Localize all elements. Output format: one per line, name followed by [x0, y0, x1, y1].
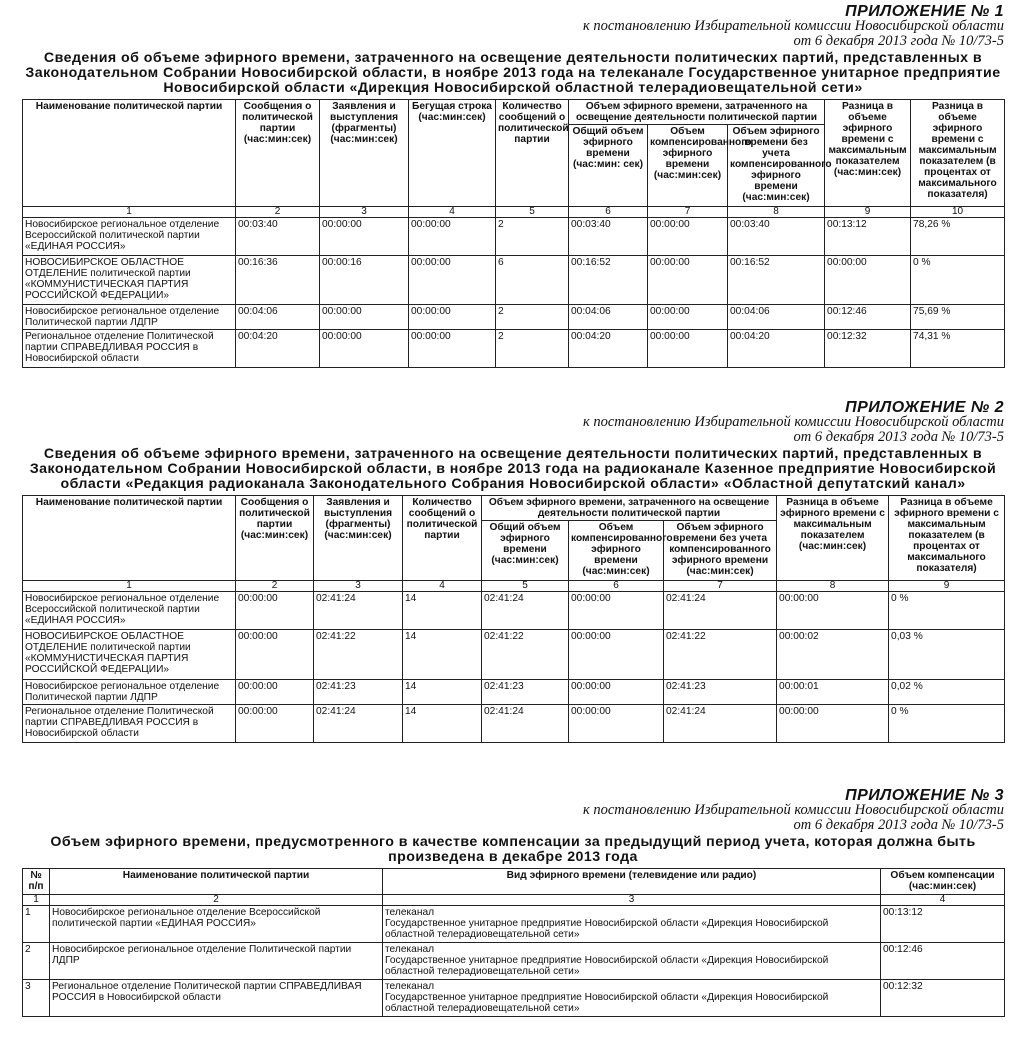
broadcast-kind-org: Государственное унитарное предприятие Новосибирской области «Дирекция Новосибирской областной телерадиовещательной сети»: [385, 992, 829, 1014]
table-row: [23, 680, 1005, 705]
broadcast-kind-type: телеканал: [385, 981, 435, 992]
appendix-1-header: [22, 4, 1004, 49]
table-row: [23, 256, 1005, 305]
compensation-volume: 00:12:46: [881, 943, 1005, 980]
table-row: [23, 305, 1005, 330]
appendix-3-number: ПРИЛОЖЕНИЕ № 3: [845, 787, 1004, 804]
appendix-2-number: ПРИЛОЖЕНИЕ № 2: [845, 399, 1004, 416]
table-row: [23, 630, 1005, 680]
without-comp-time: 00:16:52: [728, 256, 825, 305]
col-diff-pct-header: Разница в объеме эфирного времени с максимальным показателем (в процентах от максимального показателя): [911, 100, 1005, 207]
col-diff-max-header: Разница в объеме эфирного времени с максимальным показателем (час:мин:сек): [825, 100, 911, 207]
without-comp-time: 02:41:24: [664, 705, 777, 743]
col-total-header: Общий объем эфирного времени (час:мин: сек): [569, 125, 648, 207]
party-name: Новосибирское региональное отделение Всероссийской политической партии «ЕДИНАЯ РОССИЯ»: [23, 592, 236, 630]
col-ticker-header: Бегущая строка (час:мин:сек): [409, 100, 496, 207]
col-statements-header: Заявления и выступления (фрагменты) (час:мин:сек): [314, 496, 403, 581]
appendix-1-title: Сведения об объеме эфирного времени, затраченного на освещение деятельности политических партий, представленных в Законодательном Собрании Новосибирской области, в ноябре 2013 года на телеканале Государственное унитарное предприятие Новосибирской области «Дирекция Новосибирской областной телерадиовещательной сети»: [25, 50, 1001, 96]
diff-pct: 0 %: [889, 592, 1005, 630]
appendix-2-header: [22, 400, 1004, 445]
statements-time: 02:41:23: [314, 680, 403, 705]
diff-pct: 78,26 %: [911, 218, 1005, 256]
table-row: [23, 705, 1005, 743]
col-compensated-header: Объем компенсированного эфирного времени (час:мин:сек): [569, 521, 664, 581]
col-messages-header: Сообщения о политической партии (час:мин:сек): [236, 496, 314, 581]
appendix-2-ref: к постановлению Избирательной комиссии Новосибирской области: [582, 414, 1004, 430]
message-count: 2: [496, 330, 569, 368]
compensated-time: 00:00:00: [569, 630, 664, 680]
appendix-1-date: от 6 декабря 2013 года № 10/73-5: [793, 33, 1004, 49]
statements-time: 02:41:24: [314, 705, 403, 743]
appendix-3: [22, 788, 1004, 1017]
party-name: Региональное отделение Политической партии СПРАВЕДЛИВАЯ РОССИЯ в Новосибирской области: [23, 330, 236, 368]
party-name: Региональное отделение Политической партии СПРАВЕДЛИВАЯ РОССИЯ в Новосибирской области: [50, 980, 383, 1017]
diff-pct: 0 %: [911, 256, 1005, 305]
col-statements-header: Заявления и выступления (фрагменты) (час:мин:сек): [320, 100, 409, 207]
appendix-3-date: от 6 декабря 2013 года № 10/73-5: [793, 817, 1004, 833]
col-volume-header: Объем компенсации (час:мин:сек): [881, 869, 1005, 895]
col-messages-header: Сообщения о политической партии (час:мин:сек): [236, 100, 320, 207]
messages-time: 00:04:20: [236, 330, 320, 368]
broadcast-kind-org: Государственное унитарное предприятие Новосибирской области «Дирекция Новосибирской областной телерадиовещательной сети»: [385, 918, 829, 940]
diff-max-time: 00:12:32: [825, 330, 911, 368]
appendix-3-ref: к постановлению Избирательной комиссии Новосибирской области: [582, 802, 1004, 818]
party-name: Новосибирское региональное отделение Всероссийской политической партии «ЕДИНАЯ РОССИЯ»: [23, 218, 236, 256]
statements-time: 00:00:00: [320, 218, 409, 256]
total-time: 00:03:40: [569, 218, 648, 256]
appendix-2-date: от 6 декабря 2013 года № 10/73-5: [793, 429, 1004, 445]
table-row: [23, 943, 1005, 980]
compensation-volume: 00:12:32: [881, 980, 1005, 1017]
appendix-3-title: Объем эфирного времени, предусмотренного в качестве компенсации за предыдущий период учета, которая должна быть произведена в декабре 2013 года: [50, 834, 976, 865]
table-row: [23, 906, 1005, 943]
message-count: 14: [403, 680, 482, 705]
col-number: 1: [23, 895, 50, 906]
compensated-time: 00:00:00: [648, 256, 728, 305]
col-party-header: Наименование политической партии: [23, 100, 236, 207]
appendix-3-header: [22, 788, 1004, 833]
col-number: 8: [728, 207, 825, 218]
col-number: 6: [569, 207, 648, 218]
without-comp-time: 00:04:20: [728, 330, 825, 368]
col-diff-max-header: Разница в объеме эфирного времени с максимальным показателем (час:мин:сек): [777, 496, 889, 581]
table-row: [23, 330, 1005, 368]
total-time: 02:41:24: [482, 592, 569, 630]
compensation-volume: 00:13:12: [881, 906, 1005, 943]
col-diff-pct-header: Разница в объеме эфирного времени с максимальным показателем (в процентах от максимального показателя): [889, 496, 1005, 581]
broadcast-kind: [383, 943, 881, 980]
without-comp-time: 02:41:22: [664, 630, 777, 680]
diff-pct: 0 %: [889, 705, 1005, 743]
without-comp-time: 00:03:40: [728, 218, 825, 256]
col-without-comp-header: Объем эфирного времени без учета компенсированного эфирного времени (час:мин:сек): [728, 125, 825, 207]
col-number: 6: [569, 581, 664, 592]
diff-max-time: 00:00:00: [825, 256, 911, 305]
diff-max-time: 00:13:12: [825, 218, 911, 256]
col-volume-group-header: Объем эфирного времени, затраченного на освещение деятельности политической партии: [569, 100, 825, 125]
col-kind-header: Вид эфирного времени (телевидение или радио): [383, 869, 881, 895]
party-name: Новосибирское региональное отделение Всероссийской политической партии «ЕДИНАЯ РОССИЯ»: [50, 906, 383, 943]
col-count-header: Количество сообщений о политической партии: [496, 100, 569, 207]
row-number: 2: [23, 943, 50, 980]
col-number: 9: [825, 207, 911, 218]
diff-max-time: 00:00:02: [777, 630, 889, 680]
col-total-header: Общий объем эфирного времени (час:мин:сек): [482, 521, 569, 581]
messages-time: 00:00:00: [236, 705, 314, 743]
messages-time: 00:04:06: [236, 305, 320, 330]
diff-pct: 0,03 %: [889, 630, 1005, 680]
col-without-comp-header: Объем эфирного времени без учета компенсированного эфирного времени (час:мин:сек): [664, 521, 777, 581]
col-number: 2: [50, 895, 383, 906]
col-number: 2: [236, 207, 320, 218]
messages-time: 00:00:00: [236, 630, 314, 680]
col-number: 7: [664, 581, 777, 592]
appendix-1-number: ПРИЛОЖЕНИЕ № 1: [845, 3, 1004, 20]
col-volume-group-header: Объем эфирного времени, затраченного на освещение деятельности политической партии: [482, 496, 777, 521]
messages-time: 00:16:36: [236, 256, 320, 305]
compensated-time: 00:00:00: [648, 330, 728, 368]
diff-pct: 0,02 %: [889, 680, 1005, 705]
col-number: 7: [648, 207, 728, 218]
col-number: 4: [881, 895, 1005, 906]
table-row: [23, 218, 1005, 256]
col-number: 2: [236, 581, 314, 592]
row-number: 3: [23, 980, 50, 1017]
col-number: 3: [383, 895, 881, 906]
total-time: 02:41:23: [482, 680, 569, 705]
appendix-2-title: Сведения об объеме эфирного времени, затраченного на освещение деятельности политических партий, представленных в Законодательном Собрании Новосибирской области, в ноябре 2013 года на радиоканале Казенное предприятие Новосибирской области «Редакция радиоканала Законодательного Собрания Новосибирской области» «Областной депутатский канал»: [29, 446, 997, 492]
col-party-header: Наименование политической партии: [23, 496, 236, 581]
column-number-row: [23, 581, 1005, 592]
message-count: 2: [496, 218, 569, 256]
messages-time: 00:00:00: [236, 680, 314, 705]
ticker-time: 00:00:00: [409, 305, 496, 330]
ticker-time: 00:00:00: [409, 330, 496, 368]
row-number: 1: [23, 906, 50, 943]
col-number: 5: [496, 207, 569, 218]
total-time: 00:04:06: [569, 305, 648, 330]
broadcast-kind-type: телеканал: [385, 907, 435, 918]
compensated-time: 00:00:00: [569, 680, 664, 705]
diff-max-time: 00:12:46: [825, 305, 911, 330]
statements-time: 00:00:16: [320, 256, 409, 305]
appendix-1-ref: к постановлению Избирательной комиссии Новосибирской области: [582, 18, 1004, 34]
statements-time: 00:00:00: [320, 305, 409, 330]
message-count: 2: [496, 305, 569, 330]
statements-time: 02:41:24: [314, 592, 403, 630]
col-number: 5: [482, 581, 569, 592]
table-row: [23, 592, 1005, 630]
col-count-header: Количество сообщений о политической партии: [403, 496, 482, 581]
messages-time: 00:00:00: [236, 592, 314, 630]
col-number: 3: [314, 581, 403, 592]
diff-max-time: 00:00:00: [777, 592, 889, 630]
column-number-row: [23, 895, 1005, 906]
col-number: 3: [320, 207, 409, 218]
col-party-header: Наименование политической партии: [50, 869, 383, 895]
broadcast-kind: [383, 980, 881, 1017]
statements-time: 02:41:22: [314, 630, 403, 680]
statements-time: 00:00:00: [320, 330, 409, 368]
table-row: [23, 980, 1005, 1017]
ticker-time: 00:00:00: [409, 218, 496, 256]
party-name: НОВОСИБИРСКОЕ ОБЛАСТНОЕ ОТДЕЛЕНИЕ политической партии «КОММУНИСТИЧЕСКАЯ ПАРТИЯ РОССИЙСКОЙ ФЕДЕРАЦИИ»: [23, 630, 236, 680]
appendix-2: [22, 400, 1004, 743]
appendix-3-table: [22, 868, 1005, 1017]
message-count: 6: [496, 256, 569, 305]
party-name: НОВОСИБИРСКОЕ ОБЛАСТНОЕ ОТДЕЛЕНИЕ политической партии «КОММУНИСТИЧЕСКАЯ ПАРТИЯ РОССИЙСКОЙ ФЕДЕРАЦИИ»: [23, 256, 236, 305]
message-count: 14: [403, 592, 482, 630]
party-name: Новосибирское региональное отделение Политической партии ЛДПР: [50, 943, 383, 980]
messages-time: 00:03:40: [236, 218, 320, 256]
col-number: 4: [409, 207, 496, 218]
compensated-time: 00:00:00: [569, 705, 664, 743]
col-number: 4: [403, 581, 482, 592]
broadcast-kind-type: телеканал: [385, 944, 435, 955]
compensated-time: 00:00:00: [648, 305, 728, 330]
broadcast-kind: [383, 906, 881, 943]
col-number: 1: [23, 207, 236, 218]
col-number: 9: [889, 581, 1005, 592]
party-name: Новосибирское региональное отделение Политической партии ЛДПР: [23, 680, 236, 705]
diff-pct: 75,69 %: [911, 305, 1005, 330]
total-time: 00:04:20: [569, 330, 648, 368]
diff-pct: 74,31 %: [911, 330, 1005, 368]
without-comp-time: 02:41:23: [664, 680, 777, 705]
without-comp-time: 02:41:24: [664, 592, 777, 630]
compensated-time: 00:00:00: [648, 218, 728, 256]
without-comp-time: 00:04:06: [728, 305, 825, 330]
appendix-1-table: [22, 99, 1005, 368]
column-number-row: [23, 207, 1005, 218]
party-name: Региональное отделение Политической партии СПРАВЕДЛИВАЯ РОССИЯ в Новосибирской области: [23, 705, 236, 743]
appendix-2-table: [22, 495, 1005, 743]
col-compensated-header: Объем компенсированного эфирного времени (час:мин:сек): [648, 125, 728, 207]
col-no-header: № п/п: [23, 869, 50, 895]
col-number: 1: [23, 581, 236, 592]
col-number: 8: [777, 581, 889, 592]
compensated-time: 00:00:00: [569, 592, 664, 630]
appendix-1: [22, 4, 1004, 368]
total-time: 02:41:22: [482, 630, 569, 680]
party-name: Новосибирское региональное отделение Политической партии ЛДПР: [23, 305, 236, 330]
message-count: 14: [403, 630, 482, 680]
total-time: 02:41:24: [482, 705, 569, 743]
diff-max-time: 00:00:01: [777, 680, 889, 705]
col-number: 10: [911, 207, 1005, 218]
total-time: 00:16:52: [569, 256, 648, 305]
broadcast-kind-org: Государственное унитарное предприятие Новосибирской области «Дирекция Новосибирской областной телерадиовещательной сети»: [385, 955, 829, 977]
ticker-time: 00:00:00: [409, 256, 496, 305]
message-count: 14: [403, 705, 482, 743]
diff-max-time: 00:00:00: [777, 705, 889, 743]
